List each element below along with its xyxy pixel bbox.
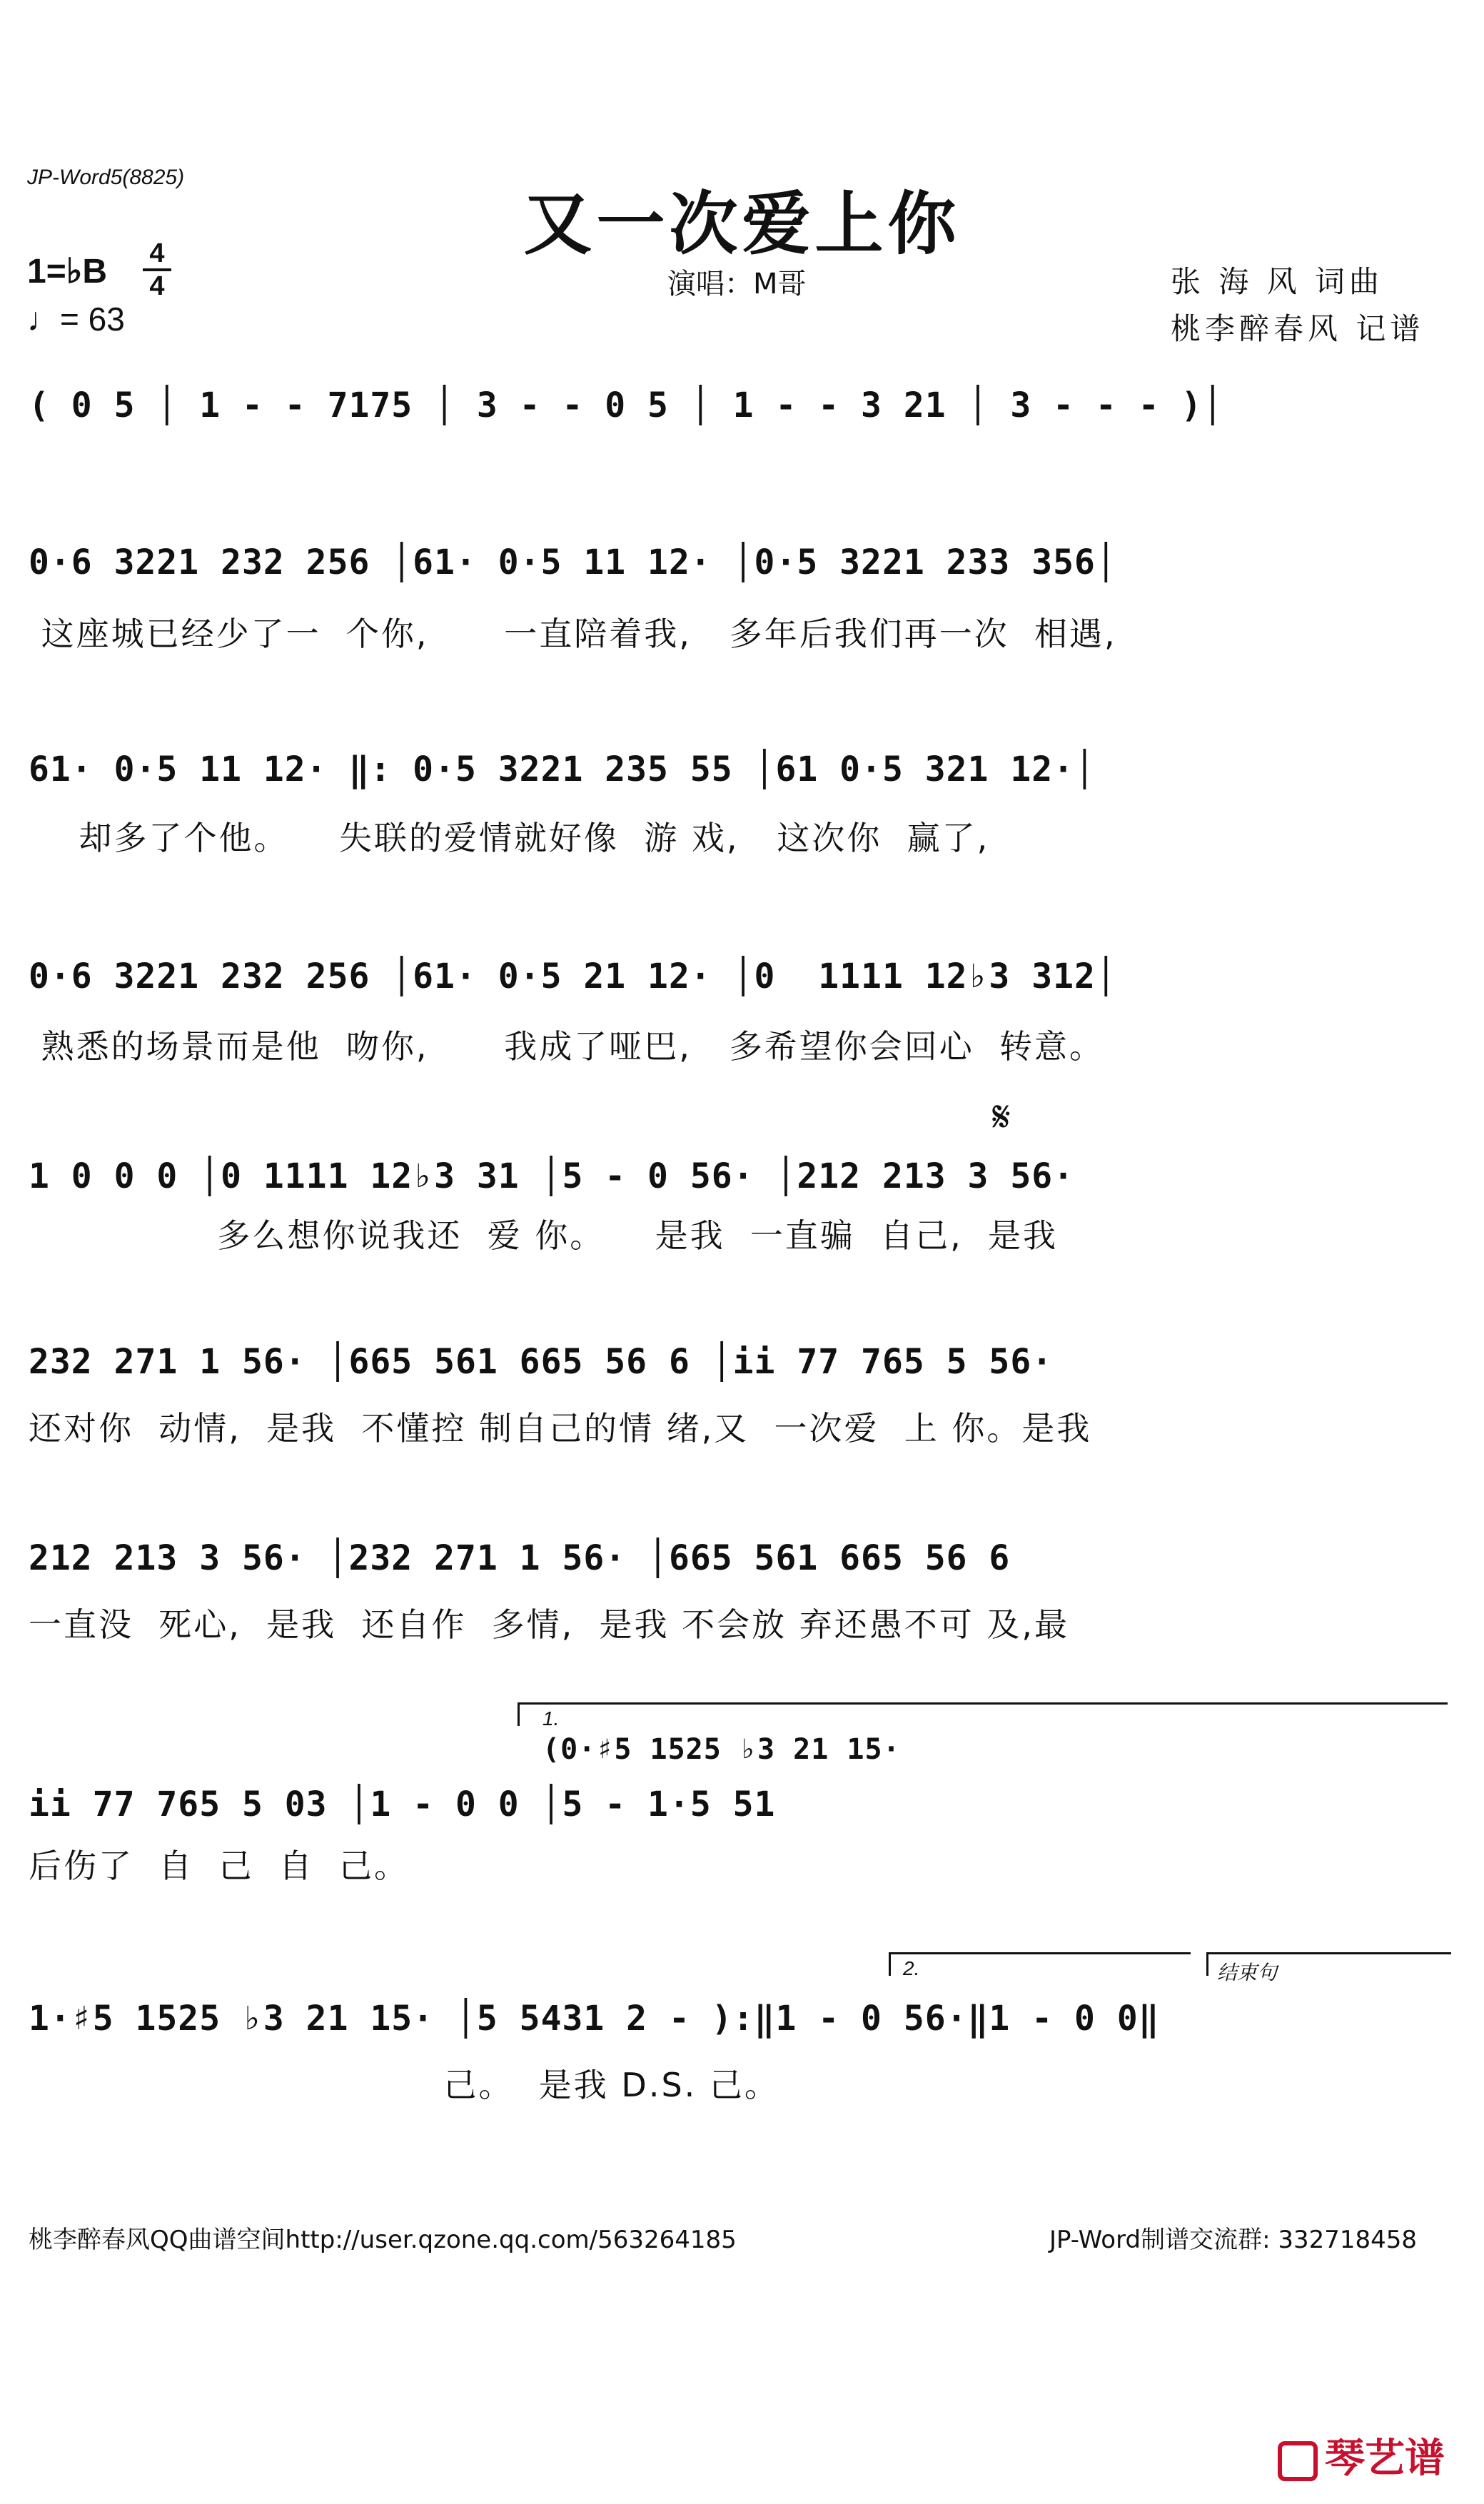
segno-sign: 𝄋 — [992, 1092, 1011, 1142]
volta-label-2: 2. — [903, 1957, 920, 1979]
lyric-line: 己。 是我 D.S. 己。 — [29, 2066, 779, 2104]
coda-label: 结束句 — [1217, 1962, 1278, 1984]
time-bottom: 4 — [149, 271, 165, 301]
lyric-line: 熟悉的场景而是他 吻你, 我成了哑巴, 多希望你会回心 转意。 — [29, 1027, 1104, 1066]
music-line: ii 77 765 5 03 │1 - 0 0 │5 - 1·5 51 — [29, 1784, 776, 1824]
lyric-line: 一直没 死心, 是我 还自作 多情, 是我 不会放 弃还愚不可 及,最 — [29, 1605, 1069, 1644]
music-line: 0·6 3221 232 256 │61· 0·5 21 12· │0 1111 12♭3 312│ — [29, 956, 1117, 996]
key-signature: 1=♭B — [27, 253, 108, 291]
song-title: 又一次爱上你 — [523, 183, 961, 264]
music-line: 1 0 0 0 │0 1111 12♭3 31 │5 - 0 56· │212 213 3 56· — [29, 1156, 1075, 1196]
music-line: 61· 0·5 11 12· ‖: 0·5 3221 235 55 │61 0·5 321 12·│ — [29, 749, 1096, 789]
volta-bracket-2 — [889, 1952, 1191, 1976]
lyric-line: 多么想你说我还 爱 你。 是我 一直骗 自己, 是我 — [29, 1216, 1059, 1255]
time-top: 4 — [149, 238, 165, 268]
lyric-line: 这座城已经少了一 个你, 一直陪着我, 多年后我们再一次 相遇, — [29, 615, 1117, 653]
singer: 演唱：M哥 — [667, 268, 807, 301]
credit-notation: 桃李醉春风 记谱 — [1171, 311, 1425, 346]
upper-voice: (0·♯5 1525 ♭3 21 15· — [542, 1733, 901, 1766]
volta-bracket-1 — [518, 1702, 1448, 1726]
lyric-line: 还对你 动情, 是我 不懂控 制自己的情 绪,又 一次爱 上 你。是我 — [29, 1409, 1092, 1448]
site-logo — [1278, 2427, 1445, 2484]
logo-icon — [1278, 2441, 1318, 2481]
lyric-line: 却多了个他。 失联的爱情就好像 游 戏, 这次你 赢了, — [29, 819, 990, 857]
music-line: 232 271 1 56· │665 561 665 56 6 │ii 77 765 5 56· — [29, 1342, 1054, 1382]
tempo-mark: ♩= 63 — [27, 301, 125, 338]
volta-label-1: 1. — [542, 1707, 560, 1730]
music-line: ( 0 5 │ 1 - - 7175 │ 3 - - 0 5 │ 1 - - 3 21 │ 3 - - - )│ — [29, 385, 1224, 425]
music-line: 1·♯5 1525 ♭3 21 15· │5 5431 2 - ):‖1 - 0 56·‖1 - 0 0‖ — [29, 1999, 1160, 2039]
logo-text: 琴艺谱 — [1325, 2435, 1445, 2482]
music-line: 0·6 3221 232 256 │61· 0·5 11 12· │0·5 3221 233 356│ — [29, 542, 1117, 582]
lyric-line: 后伤了 自 己 自 己。 — [29, 1847, 409, 1885]
time-signature — [143, 240, 171, 300]
footer-source: 桃李醉春风QQ曲谱空间http://user.qzone.qq.com/563264185 — [29, 2226, 737, 2254]
credit-lyrics: 张 海 风 词曲 — [1171, 264, 1384, 299]
footer-group: JP-Word制谱交流群: 332718458 — [1049, 2226, 1418, 2254]
music-line: 212 213 3 56· │232 271 1 56· │665 561 665 56 6 — [29, 1538, 1011, 1578]
software-version: JP-Word5(8825) — [27, 166, 185, 189]
